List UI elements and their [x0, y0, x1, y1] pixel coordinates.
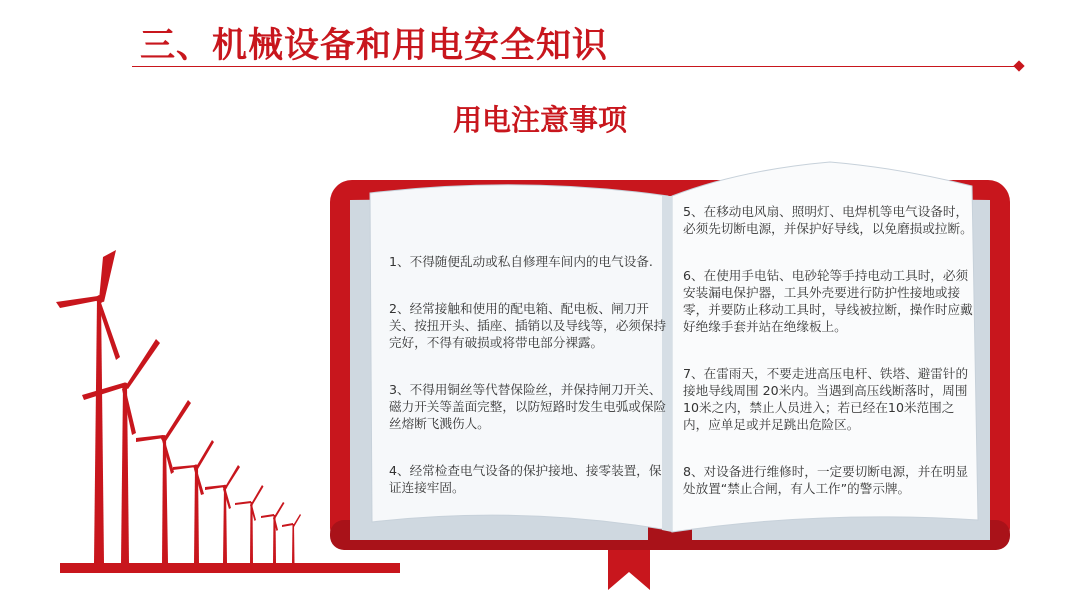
rule-item-3: 3、不得用铜丝等代替保险丝，并保持闸刀开关、磁力开关等盖面完整，以防短路时发生电弧或保险丝熔断飞溅伤人。: [389, 382, 667, 431]
rule-item-1: 1、不得随便乱动或私自修理车间内的电气设备.: [389, 254, 653, 269]
right-page-text: [683, 186, 973, 527]
rule-item-5: 5、在移动电风扇、照明灯、电焊机等电气设备时，必须先切断电源，并保护好导线，以免磨损或拉断。: [683, 204, 973, 236]
page-title: 三、机械设备和用电安全知识: [140, 26, 609, 66]
left-page-text: [389, 236, 671, 526]
section-subtitle-text: 用电注意事项: [452, 103, 627, 137]
rule-item-2: 2、经常接触和使用的配电箱、配电板、闸刀开关、按扭开头、插座、插销以及导线等，必须保持完好，不得有破损或将带电部分裸露。: [389, 301, 667, 350]
rule-item-7: 7、在雷雨天，不要走进高压电杆、铁塔、避雷针的接地导线周围 20米内。当遇到高压线断落时，周围10米之内，禁止人员进入；若已经在10米范围之内，应单足或并足跳出危险区。: [683, 366, 969, 432]
rule-item-4: 4、经常检查电气设备的保护接地、接零装置，保证连接牢固。: [389, 463, 662, 495]
rule-item-8: 8、对设备进行维修时，一定要切断电源，并在明显处放置“禁止合闸，有人工作”的警示牌。: [683, 464, 969, 496]
rule-item-6: 6、在使用手电钻、电砂轮等手持电动工具时，必须安装漏电保护器，工具外壳要进行防护性接地或接零，并要防止移动工具时，导线被拉断，操作时应戴好绝缘手套并站在绝缘板上。: [683, 268, 973, 334]
